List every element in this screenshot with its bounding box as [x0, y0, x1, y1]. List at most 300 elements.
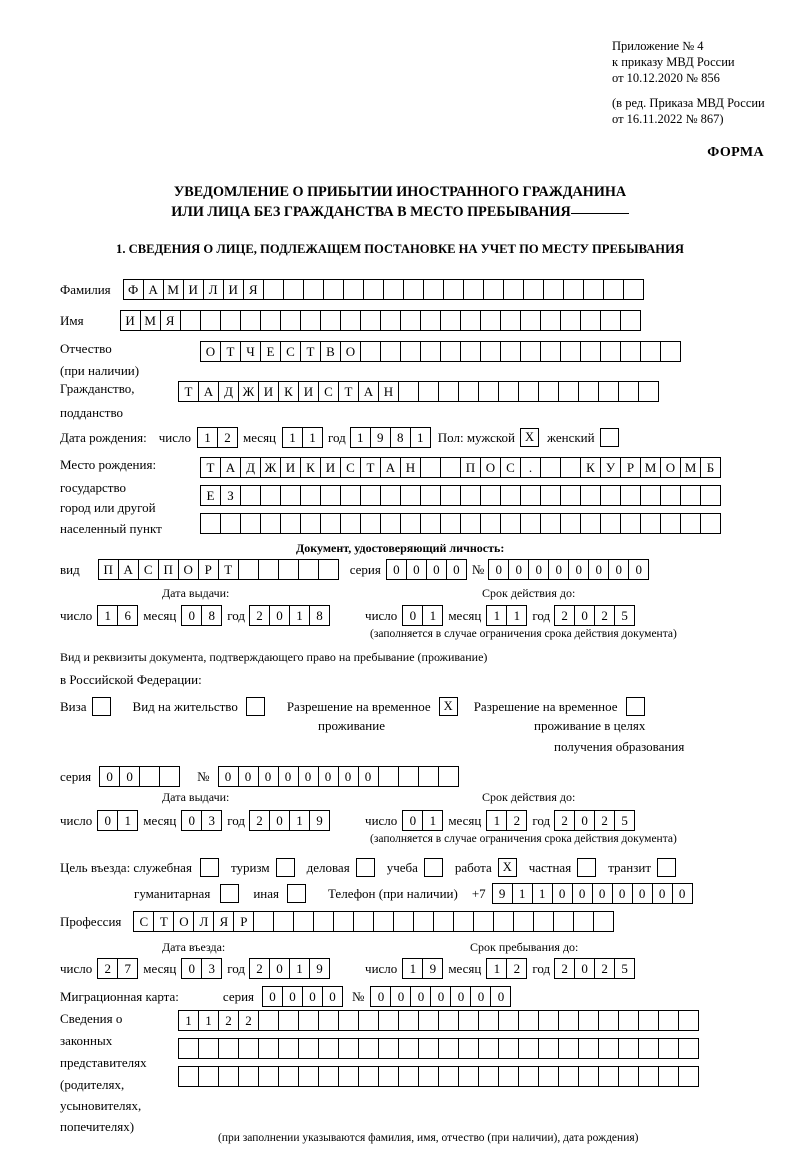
cell[interactable]: 1	[289, 605, 310, 626]
cell[interactable]: 1	[302, 427, 323, 448]
cell[interactable]	[618, 1038, 639, 1059]
cell[interactable]: М	[680, 457, 701, 478]
cell[interactable]	[298, 1010, 319, 1031]
cell[interactable]	[293, 911, 314, 932]
cell[interactable]	[438, 1066, 459, 1087]
cell[interactable]: 8	[390, 427, 411, 448]
cell[interactable]	[478, 1038, 499, 1059]
cell[interactable]	[383, 279, 404, 300]
cell[interactable]	[558, 1066, 579, 1087]
cell[interactable]	[563, 279, 584, 300]
cell[interactable]	[338, 1066, 359, 1087]
cell[interactable]	[360, 341, 381, 362]
cell[interactable]: Е	[200, 485, 221, 506]
cell[interactable]	[658, 1066, 679, 1087]
cell[interactable]	[473, 911, 494, 932]
cell[interactable]	[580, 513, 601, 534]
cell[interactable]: С	[340, 457, 361, 478]
purpose-checkbox-0[interactable]	[200, 858, 219, 877]
cell[interactable]	[598, 1066, 619, 1087]
cell[interactable]	[558, 381, 579, 402]
cell[interactable]: 0	[282, 986, 303, 1007]
cell[interactable]: 0	[119, 766, 140, 787]
cell[interactable]: 0	[181, 605, 202, 626]
cell[interactable]: Р	[233, 911, 254, 932]
cell[interactable]: 1	[422, 605, 443, 626]
cell[interactable]	[318, 1038, 339, 1059]
cell[interactable]: Ж	[238, 381, 259, 402]
cell[interactable]	[600, 485, 621, 506]
cell[interactable]	[418, 766, 439, 787]
cell[interactable]	[258, 1010, 279, 1031]
cell[interactable]	[318, 1066, 339, 1087]
cell[interactable]	[438, 381, 459, 402]
cell[interactable]: 1	[422, 810, 443, 831]
cell[interactable]: 2	[249, 810, 270, 831]
cell[interactable]	[440, 310, 461, 331]
cell[interactable]	[218, 1066, 239, 1087]
cell[interactable]	[420, 457, 441, 478]
cell[interactable]	[463, 279, 484, 300]
cell[interactable]	[258, 559, 279, 580]
cell[interactable]	[418, 381, 439, 402]
cell[interactable]	[378, 1038, 399, 1059]
cell[interactable]: 1	[97, 605, 118, 626]
cell[interactable]	[560, 341, 581, 362]
cell[interactable]: С	[280, 341, 301, 362]
cell[interactable]	[578, 381, 599, 402]
cell[interactable]	[598, 381, 619, 402]
cell[interactable]	[278, 1010, 299, 1031]
cell[interactable]	[278, 559, 299, 580]
cell[interactable]: 1	[486, 958, 507, 979]
cell[interactable]: О	[178, 559, 199, 580]
cell[interactable]	[498, 1010, 519, 1031]
cell[interactable]	[500, 310, 521, 331]
cell[interactable]	[540, 310, 561, 331]
cell[interactable]: Д	[218, 381, 239, 402]
cell[interactable]	[503, 279, 524, 300]
cell[interactable]	[480, 485, 501, 506]
cell[interactable]	[378, 766, 399, 787]
cell[interactable]	[458, 1038, 479, 1059]
cell[interactable]	[283, 279, 304, 300]
cell[interactable]: 0	[592, 883, 613, 904]
cell[interactable]: 9	[370, 427, 391, 448]
cell[interactable]	[298, 559, 319, 580]
cell[interactable]	[520, 485, 541, 506]
cell[interactable]	[538, 1066, 559, 1087]
cell[interactable]	[458, 381, 479, 402]
cell[interactable]	[260, 485, 281, 506]
cell[interactable]	[533, 911, 554, 932]
cell[interactable]	[320, 513, 341, 534]
cell[interactable]	[218, 1038, 239, 1059]
cell[interactable]	[578, 1038, 599, 1059]
cell[interactable]	[700, 513, 721, 534]
cell[interactable]: 9	[309, 810, 330, 831]
cell[interactable]: 2	[594, 605, 615, 626]
cell[interactable]: И	[223, 279, 244, 300]
cell[interactable]: 1	[289, 958, 310, 979]
cell[interactable]: 1	[512, 883, 533, 904]
cell[interactable]: 0	[218, 766, 239, 787]
cell[interactable]	[500, 485, 521, 506]
cell[interactable]	[540, 485, 561, 506]
cell[interactable]	[438, 766, 459, 787]
purpose-checkbox-4[interactable]: X	[498, 858, 517, 877]
cell[interactable]: Т	[218, 559, 239, 580]
cell[interactable]: 0	[612, 883, 633, 904]
cell[interactable]	[600, 513, 621, 534]
cell[interactable]	[440, 513, 461, 534]
cell[interactable]: 0	[370, 986, 391, 1007]
cell[interactable]: 1	[350, 427, 371, 448]
cell[interactable]: 0	[278, 766, 299, 787]
cell[interactable]	[560, 457, 581, 478]
cell[interactable]	[338, 1038, 359, 1059]
cell[interactable]	[378, 1066, 399, 1087]
cell[interactable]	[523, 279, 544, 300]
cell[interactable]: 0	[269, 810, 290, 831]
purpose-other-checkbox[interactable]	[287, 884, 306, 903]
cell[interactable]: 2	[554, 605, 575, 626]
cell[interactable]: Я	[213, 911, 234, 932]
cell[interactable]	[398, 381, 419, 402]
cell[interactable]	[578, 1066, 599, 1087]
cell[interactable]	[558, 1038, 579, 1059]
cell[interactable]	[338, 1010, 359, 1031]
cell[interactable]: 1	[117, 810, 138, 831]
cell[interactable]	[678, 1010, 699, 1031]
cell[interactable]	[538, 381, 559, 402]
cell[interactable]	[298, 1066, 319, 1087]
cell[interactable]	[253, 911, 274, 932]
cell[interactable]	[638, 1010, 659, 1031]
cell[interactable]: 0	[548, 559, 569, 580]
cell[interactable]	[139, 766, 160, 787]
cell[interactable]: О	[660, 457, 681, 478]
cell[interactable]: 0	[574, 958, 595, 979]
cell[interactable]	[460, 485, 481, 506]
cell[interactable]	[623, 279, 644, 300]
cell[interactable]: Л	[203, 279, 224, 300]
cell[interactable]	[640, 341, 661, 362]
cell[interactable]: 9	[422, 958, 443, 979]
cell[interactable]: О	[200, 341, 221, 362]
cell[interactable]	[240, 310, 261, 331]
purpose-checkbox-1[interactable]	[276, 858, 295, 877]
cell[interactable]	[498, 1038, 519, 1059]
cell[interactable]	[513, 911, 534, 932]
cell[interactable]	[540, 341, 561, 362]
cell[interactable]: У	[600, 457, 621, 478]
cell[interactable]: 2	[554, 958, 575, 979]
cell[interactable]	[478, 1066, 499, 1087]
cell[interactable]: Д	[240, 457, 261, 478]
cell[interactable]	[498, 1066, 519, 1087]
cell[interactable]: 2	[97, 958, 118, 979]
cell[interactable]	[303, 279, 324, 300]
cell[interactable]	[518, 1038, 539, 1059]
cell[interactable]: А	[220, 457, 241, 478]
cell[interactable]	[678, 1066, 699, 1087]
cell[interactable]	[438, 1038, 459, 1059]
cell[interactable]: А	[358, 381, 379, 402]
cell[interactable]	[398, 1010, 419, 1031]
cell[interactable]: А	[198, 381, 219, 402]
cell[interactable]	[198, 1066, 219, 1087]
cell[interactable]: 0	[588, 559, 609, 580]
cell[interactable]: 0	[402, 605, 423, 626]
cell[interactable]: А	[143, 279, 164, 300]
cell[interactable]	[458, 1066, 479, 1087]
temp-checkbox[interactable]: X	[439, 697, 458, 716]
cell[interactable]: 0	[672, 883, 693, 904]
cell[interactable]	[280, 310, 301, 331]
cell[interactable]	[500, 341, 521, 362]
cell[interactable]	[638, 1066, 659, 1087]
cell[interactable]: С	[500, 457, 521, 478]
cell[interactable]: 6	[117, 605, 138, 626]
cell[interactable]	[480, 310, 501, 331]
cell[interactable]	[658, 1010, 679, 1031]
cell[interactable]: 0	[402, 810, 423, 831]
cell[interactable]	[240, 513, 261, 534]
cell[interactable]: 1	[402, 958, 423, 979]
cell[interactable]: 1	[178, 1010, 199, 1031]
cell[interactable]	[603, 279, 624, 300]
cell[interactable]: Н	[378, 381, 399, 402]
cell[interactable]	[560, 310, 581, 331]
cell[interactable]: З	[220, 485, 241, 506]
cell[interactable]: 9	[492, 883, 513, 904]
cell[interactable]	[540, 513, 561, 534]
cell[interactable]	[180, 310, 201, 331]
cell[interactable]	[380, 341, 401, 362]
cell[interactable]	[178, 1038, 199, 1059]
cell[interactable]	[400, 310, 421, 331]
cell[interactable]	[483, 279, 504, 300]
cell[interactable]	[460, 310, 481, 331]
cell[interactable]: 1	[532, 883, 553, 904]
cell[interactable]	[273, 911, 294, 932]
cell[interactable]	[553, 911, 574, 932]
cell[interactable]	[418, 1066, 439, 1087]
cell[interactable]: 0	[632, 883, 653, 904]
cell[interactable]: Б	[700, 457, 721, 478]
cell[interactable]	[400, 485, 421, 506]
cell[interactable]	[343, 279, 364, 300]
cell[interactable]	[518, 1010, 539, 1031]
cell[interactable]	[440, 341, 461, 362]
cell[interactable]	[660, 341, 681, 362]
cell[interactable]: 0	[181, 958, 202, 979]
cell[interactable]	[453, 911, 474, 932]
cell[interactable]: 0	[470, 986, 491, 1007]
cell[interactable]: 5	[614, 958, 635, 979]
cell[interactable]: 2	[506, 958, 527, 979]
cell[interactable]: 7	[117, 958, 138, 979]
cell[interactable]: 0	[628, 559, 649, 580]
cell[interactable]	[478, 381, 499, 402]
cell[interactable]: Р	[620, 457, 641, 478]
cell[interactable]	[540, 457, 561, 478]
cell[interactable]	[220, 513, 241, 534]
cell[interactable]	[340, 513, 361, 534]
cell[interactable]	[480, 513, 501, 534]
cell[interactable]: 0	[262, 986, 283, 1007]
cell[interactable]: 0	[426, 559, 447, 580]
cell[interactable]	[320, 485, 341, 506]
cell[interactable]	[493, 911, 514, 932]
cell[interactable]	[360, 513, 381, 534]
cell[interactable]	[520, 310, 541, 331]
cell[interactable]	[638, 381, 659, 402]
cell[interactable]: О	[340, 341, 361, 362]
cell[interactable]: 2	[594, 810, 615, 831]
cell[interactable]	[538, 1038, 559, 1059]
cell[interactable]: П	[158, 559, 179, 580]
cell[interactable]	[300, 310, 321, 331]
cell[interactable]: С	[133, 911, 154, 932]
cell[interactable]	[680, 485, 701, 506]
cell[interactable]	[618, 1010, 639, 1031]
cell[interactable]: 0	[410, 986, 431, 1007]
cell[interactable]: В	[320, 341, 341, 362]
cell[interactable]: 2	[217, 427, 238, 448]
cell[interactable]: О	[173, 911, 194, 932]
cell[interactable]: 0	[97, 810, 118, 831]
cell[interactable]	[578, 1010, 599, 1031]
cell[interactable]	[460, 341, 481, 362]
cell[interactable]: 2	[554, 810, 575, 831]
cell[interactable]: 0	[269, 605, 290, 626]
cell[interactable]: Т	[360, 457, 381, 478]
cell[interactable]	[363, 279, 384, 300]
cell[interactable]	[400, 513, 421, 534]
cell[interactable]: 0	[572, 883, 593, 904]
cell[interactable]	[340, 485, 361, 506]
cell[interactable]	[323, 279, 344, 300]
cell[interactable]	[260, 513, 281, 534]
cell[interactable]: 0	[450, 986, 471, 1007]
cell[interactable]	[618, 1066, 639, 1087]
cell[interactable]: Т	[153, 911, 174, 932]
cell[interactable]	[260, 310, 281, 331]
cell[interactable]	[458, 1010, 479, 1031]
cell[interactable]: 0	[508, 559, 529, 580]
cell[interactable]	[593, 911, 614, 932]
cell[interactable]	[518, 381, 539, 402]
cell[interactable]	[280, 513, 301, 534]
cell[interactable]: 3	[201, 958, 222, 979]
purpose-checkbox-2[interactable]	[356, 858, 375, 877]
cell[interactable]	[580, 341, 601, 362]
cell[interactable]	[278, 1066, 299, 1087]
cell[interactable]: 2	[249, 605, 270, 626]
cell[interactable]: И	[320, 457, 341, 478]
cell[interactable]	[518, 1066, 539, 1087]
cell[interactable]	[318, 1010, 339, 1031]
cell[interactable]: 0	[358, 766, 379, 787]
cell[interactable]	[598, 1038, 619, 1059]
purpose-checkbox-5[interactable]	[577, 858, 596, 877]
cell[interactable]	[240, 485, 261, 506]
cell[interactable]: 1	[289, 810, 310, 831]
cell[interactable]	[340, 310, 361, 331]
cell[interactable]	[543, 279, 564, 300]
cell[interactable]	[440, 457, 461, 478]
cell[interactable]	[420, 485, 441, 506]
cell[interactable]: 0	[574, 605, 595, 626]
cell[interactable]	[238, 559, 259, 580]
cell[interactable]: 0	[318, 766, 339, 787]
cell[interactable]	[398, 1066, 419, 1087]
cell[interactable]	[258, 1066, 279, 1087]
cell[interactable]	[159, 766, 180, 787]
cell[interactable]	[573, 911, 594, 932]
cell[interactable]: 8	[309, 605, 330, 626]
cell[interactable]	[200, 310, 221, 331]
cell[interactable]	[660, 485, 681, 506]
cell[interactable]	[538, 1010, 559, 1031]
cell[interactable]: 0	[390, 986, 411, 1007]
cell[interactable]: М	[163, 279, 184, 300]
cell[interactable]	[678, 1038, 699, 1059]
cell[interactable]	[420, 341, 441, 362]
purpose-checkbox-6[interactable]	[657, 858, 676, 877]
cell[interactable]	[333, 911, 354, 932]
cell[interactable]: Т	[338, 381, 359, 402]
cell[interactable]: И	[183, 279, 204, 300]
cell[interactable]: 1	[506, 605, 527, 626]
cell[interactable]: 0	[406, 559, 427, 580]
cell[interactable]	[478, 1010, 499, 1031]
cell[interactable]: К	[278, 381, 299, 402]
cell[interactable]	[258, 1038, 279, 1059]
cell[interactable]: 2	[238, 1010, 259, 1031]
cell[interactable]: Т	[220, 341, 241, 362]
purpose-checkbox-3[interactable]	[424, 858, 443, 877]
cell[interactable]	[660, 513, 681, 534]
cell[interactable]	[198, 1038, 219, 1059]
cell[interactable]	[520, 341, 541, 362]
cell[interactable]	[280, 485, 301, 506]
cell[interactable]: Ф	[123, 279, 144, 300]
cell[interactable]	[618, 381, 639, 402]
cell[interactable]: 1	[410, 427, 431, 448]
cell[interactable]	[480, 341, 501, 362]
cell[interactable]: 0	[386, 559, 407, 580]
cell[interactable]	[560, 485, 581, 506]
cell[interactable]	[600, 341, 621, 362]
cell[interactable]: И	[298, 381, 319, 402]
cell[interactable]: И	[120, 310, 141, 331]
cell[interactable]: К	[300, 457, 321, 478]
cell[interactable]	[380, 513, 401, 534]
cell[interactable]: 0	[574, 810, 595, 831]
cell[interactable]: И	[280, 457, 301, 478]
cell[interactable]	[498, 381, 519, 402]
edu-checkbox[interactable]	[626, 697, 645, 716]
cell[interactable]: Р	[198, 559, 219, 580]
cell[interactable]	[413, 911, 434, 932]
cell[interactable]: 0	[608, 559, 629, 580]
cell[interactable]	[398, 1038, 419, 1059]
cell[interactable]: 0	[568, 559, 589, 580]
cell[interactable]: .	[520, 457, 541, 478]
